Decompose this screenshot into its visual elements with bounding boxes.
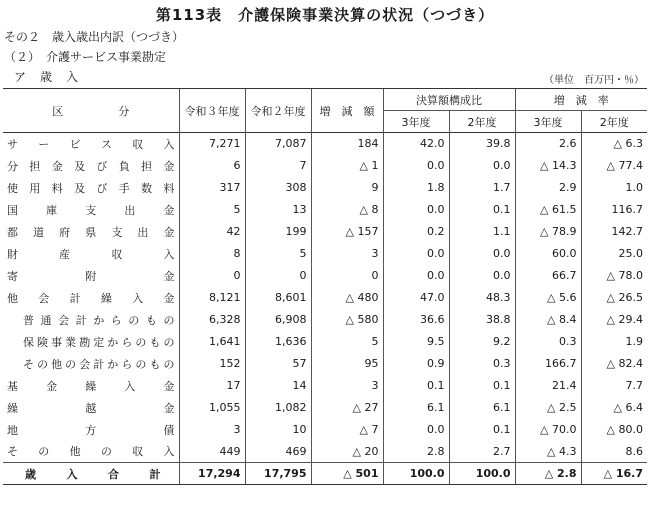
rate-r3: △ 5.6 [515, 287, 581, 309]
value-r2: 0 [245, 265, 311, 287]
composition-r3: 0.1 [383, 375, 449, 397]
composition-r2: 0.1 [449, 419, 515, 441]
table-row [3, 133, 647, 155]
rate-r2: △ 78.0 [581, 265, 647, 287]
header-category: 区 分 [3, 89, 179, 133]
composition-r3: 0.2 [383, 221, 449, 243]
value-r2: 7,087 [245, 133, 311, 155]
header-rate-r3: 3年度 [515, 111, 581, 133]
composition-r3: 9.5 [383, 331, 449, 353]
page-title: 第113表 介護保険事業決算の状況（つづき） [155, 6, 495, 24]
rate-r3: 66.7 [515, 265, 581, 287]
rate-r3: △ 2.5 [515, 397, 581, 419]
row-label: サービス収入 [3, 133, 179, 155]
composition-r3: 6.1 [383, 397, 449, 419]
header-rate: 増 減 率 [515, 89, 647, 111]
table-row [3, 287, 647, 309]
row-label: 基金繰入金 [7, 379, 175, 393]
row-label: その他の会計からのもの [23, 357, 175, 371]
unit-note: （単位 百万円・％） [544, 75, 644, 86]
table-row [3, 265, 647, 287]
rate-r3: 2.6 [515, 133, 581, 155]
composition-r3: 0.0 [383, 199, 449, 221]
rate-r2: 142.7 [581, 221, 647, 243]
change-amount: 184 [311, 133, 383, 155]
row-label: 保険事業勘定からのもの [23, 335, 175, 349]
composition-r3: 36.6 [383, 309, 449, 331]
rate-r2: △ 26.5 [581, 287, 647, 309]
row-label: 繰越金 [7, 401, 175, 415]
composition-r2: 0.0 [449, 243, 515, 265]
composition-r2: 2.7 [449, 441, 515, 463]
composition-r3: 47.0 [383, 287, 449, 309]
composition-r2: 1.7 [449, 177, 515, 199]
composition-r2: 38.8 [449, 309, 515, 331]
rate-r2: △ 29.4 [581, 309, 647, 331]
section-heading: その２ 歳入歳出内訳（つづき） [4, 30, 185, 44]
rate-r3: 166.7 [515, 353, 581, 375]
table-row [3, 353, 647, 375]
composition-r3: 0.0 [383, 155, 449, 177]
change-amount: △ 157 [311, 221, 383, 243]
rate-r3: △ 8.4 [515, 309, 581, 331]
composition-r3: 1.8 [383, 177, 449, 199]
value-r2: 8,601 [245, 287, 311, 309]
rate-r2: 1.9 [581, 331, 647, 353]
table-row [3, 309, 647, 331]
change-amount: △ 27 [311, 397, 383, 419]
value-r3: 449 [179, 441, 245, 463]
table-row [3, 199, 647, 221]
value-r2: 14 [245, 375, 311, 397]
rate-r3: △ 61.5 [515, 199, 581, 221]
row-label: 地方債 [7, 423, 175, 437]
change-amount: △ 8 [311, 199, 383, 221]
change-amount: △ 580 [311, 309, 383, 331]
table-row [3, 331, 647, 353]
rate-r2: △ 82.4 [581, 353, 647, 375]
value-r2: 57 [245, 353, 311, 375]
row-label: 普通会計からのもの [23, 313, 175, 327]
row-label: 都道府県支出金 [7, 225, 175, 239]
row-label: 使用料及び手数料 [7, 181, 175, 195]
change-amount: 3 [311, 375, 383, 397]
rate-r2: 1.0 [581, 177, 647, 199]
composition-r2: 39.8 [449, 133, 515, 155]
value-r2: 6,908 [245, 309, 311, 331]
value-r2: 469 [245, 441, 311, 463]
composition-r2: 48.3 [449, 287, 515, 309]
composition-r2: 0.1 [449, 199, 515, 221]
table-row [3, 397, 647, 419]
total-label: 歳入合計 [3, 463, 179, 485]
rate-r3: △ 70.0 [515, 419, 581, 441]
rate-r3: 21.4 [515, 375, 581, 397]
change-amount: 3 [311, 243, 383, 265]
value-r2: 5 [245, 243, 311, 265]
table-row [3, 155, 647, 177]
header-composition-r3: 3年度 [383, 111, 449, 133]
rate-r3: △ 14.3 [515, 155, 581, 177]
change-amount: △ 480 [311, 287, 383, 309]
header-composition: 決算額構成比 [383, 89, 515, 111]
table-body [3, 133, 647, 485]
total-change-amount: △ 501 [311, 463, 383, 485]
value-r2: 1,636 [245, 331, 311, 353]
rate-r2: △ 6.3 [581, 133, 647, 155]
value-r2: 1,082 [245, 397, 311, 419]
header-rate-r2: 2年度 [581, 111, 647, 133]
rate-r2: △ 77.4 [581, 155, 647, 177]
rate-r3: △ 78.9 [515, 221, 581, 243]
total-rate-r2: △ 16.7 [581, 463, 647, 485]
rate-r2: △ 6.4 [581, 397, 647, 419]
composition-r2: 0.0 [449, 265, 515, 287]
total-value-r3: 17,294 [179, 463, 245, 485]
row-label: その他の収入 [7, 445, 175, 459]
composition-r2: 1.1 [449, 221, 515, 243]
value-r2: 13 [245, 199, 311, 221]
composition-r2: 0.3 [449, 353, 515, 375]
value-r3: 17 [179, 375, 245, 397]
value-r3: 42 [179, 221, 245, 243]
composition-r2: 0.0 [449, 155, 515, 177]
value-r3: 8 [179, 243, 245, 265]
change-amount: △ 7 [311, 419, 383, 441]
value-r3: 6 [179, 155, 245, 177]
value-r3: 1,055 [179, 397, 245, 419]
subsection-heading: （２） 介護サービス事業勘定 [4, 50, 167, 64]
value-r3: 5 [179, 199, 245, 221]
value-r2: 7 [245, 155, 311, 177]
table-row [3, 221, 647, 243]
row-label: 財産収入 [7, 247, 175, 261]
value-r2: 308 [245, 177, 311, 199]
rate-r2: 7.7 [581, 375, 647, 397]
rate-r2: 25.0 [581, 243, 647, 265]
rate-r3: 2.9 [515, 177, 581, 199]
value-r2: 10 [245, 419, 311, 441]
table-row [3, 375, 647, 397]
rate-r3: 0.3 [515, 331, 581, 353]
table-row [3, 441, 647, 463]
value-r3: 0 [179, 265, 245, 287]
header-r2: 令和２年度 [245, 89, 311, 133]
row-label: 分担金及び負担金 [7, 159, 175, 173]
change-amount: △ 20 [311, 441, 383, 463]
composition-r2: 0.1 [449, 375, 515, 397]
composition-r3: 2.8 [383, 441, 449, 463]
composition-r2: 9.2 [449, 331, 515, 353]
revenue-table [3, 88, 647, 485]
composition-r2: 6.1 [449, 397, 515, 419]
header-change: 増 減 額 [311, 89, 383, 133]
table-row [3, 419, 647, 441]
part-heading: ア歳入 [14, 70, 93, 84]
change-amount: △ 1 [311, 155, 383, 177]
composition-r3: 42.0 [383, 133, 449, 155]
table-header [3, 89, 647, 133]
row-label: 国庫支出金 [7, 203, 175, 217]
value-r3: 152 [179, 353, 245, 375]
table-row [3, 243, 647, 265]
total-composition-r3: 100.0 [383, 463, 449, 485]
change-amount: 9 [311, 177, 383, 199]
value-r3: 7,271 [179, 133, 245, 155]
header-composition-r2: 2年度 [449, 111, 515, 133]
value-r3: 8,121 [179, 287, 245, 309]
value-r3: 1,641 [179, 331, 245, 353]
change-amount: 95 [311, 353, 383, 375]
change-amount: 0 [311, 265, 383, 287]
composition-r3: 0.0 [383, 243, 449, 265]
rate-r3: 60.0 [515, 243, 581, 265]
rate-r2: 8.6 [581, 441, 647, 463]
total-rate-r3: △ 2.8 [515, 463, 581, 485]
change-amount: 5 [311, 331, 383, 353]
total-row [3, 463, 647, 485]
rate-r3: △ 4.3 [515, 441, 581, 463]
table-row [3, 177, 647, 199]
row-label: 寄附金 [7, 269, 175, 283]
row-label: 他会計繰入金 [7, 291, 175, 305]
value-r2: 199 [245, 221, 311, 243]
composition-r3: 0.0 [383, 419, 449, 441]
rate-r2: △ 80.0 [581, 419, 647, 441]
composition-r3: 0.9 [383, 353, 449, 375]
value-r3: 3 [179, 419, 245, 441]
value-r3: 317 [179, 177, 245, 199]
total-value-r2: 17,795 [245, 463, 311, 485]
rate-r2: 116.7 [581, 199, 647, 221]
total-composition-r2: 100.0 [449, 463, 515, 485]
composition-r3: 0.0 [383, 265, 449, 287]
value-r3: 6,328 [179, 309, 245, 331]
header-r3: 令和３年度 [179, 89, 245, 133]
